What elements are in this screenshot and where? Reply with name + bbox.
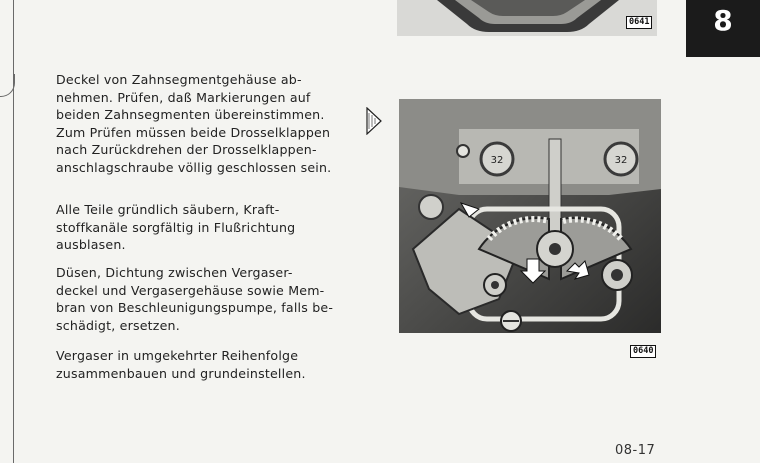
paragraph-reassemble [56, 347, 356, 382]
text-line: ausblasen. [56, 237, 126, 253]
text-line: deckel und Vergasergehäuse sowie Mem- [56, 282, 325, 298]
figure-code-main: 0640 [630, 345, 656, 358]
text-line: Zum Prüfen müssen beide Drosselklappen [56, 124, 331, 140]
paragraph-replace-parts [56, 264, 356, 334]
text-line: Vergaser in umgekehrter Reihenfolge [56, 348, 299, 363]
text-line: zusammenbauen und grundeinstellen. [56, 365, 306, 381]
paragraph-inspect-gear-segments [56, 71, 356, 177]
text-line: schädigt, ersetzen. [56, 317, 180, 333]
text-line: Düsen, Dichtung zwischen Vergaser- [56, 265, 293, 280]
text-line: bran von Beschleunigungspumpe, falls be- [56, 300, 334, 316]
paragraph-clean-parts [56, 201, 356, 254]
left-mark-label: 32 [490, 155, 504, 166]
binding-edge-line [13, 0, 14, 463]
carburetor-top-photo [397, 0, 657, 36]
text-line: nach Zurückdrehen der Drosselklappen- [56, 142, 317, 158]
pointer-triangle-icon [366, 107, 382, 139]
right-mark-label: 32 [614, 155, 628, 166]
text-line: stoffkanäle sorgfältig in Flußrichtung [56, 219, 296, 235]
text-line: beiden Zahnsegmenten übereinstimmen. [56, 107, 325, 123]
page-number: 08-17 [615, 443, 656, 458]
text-line: Alle Teile gründlich säubern, Kraft- [56, 202, 280, 217]
text-line: nehmen. Prüfen, daß Markierungen auf [56, 89, 311, 105]
section-tab: 8 [686, 0, 760, 57]
text-line: anschlagschraube völlig geschlossen sein. [56, 159, 332, 175]
text-line: Deckel von Zahnsegmentgehäuse ab- [56, 72, 302, 87]
figure-code-top: 0641 [626, 16, 652, 29]
carburetor-gear-segment-photo [399, 99, 661, 333]
